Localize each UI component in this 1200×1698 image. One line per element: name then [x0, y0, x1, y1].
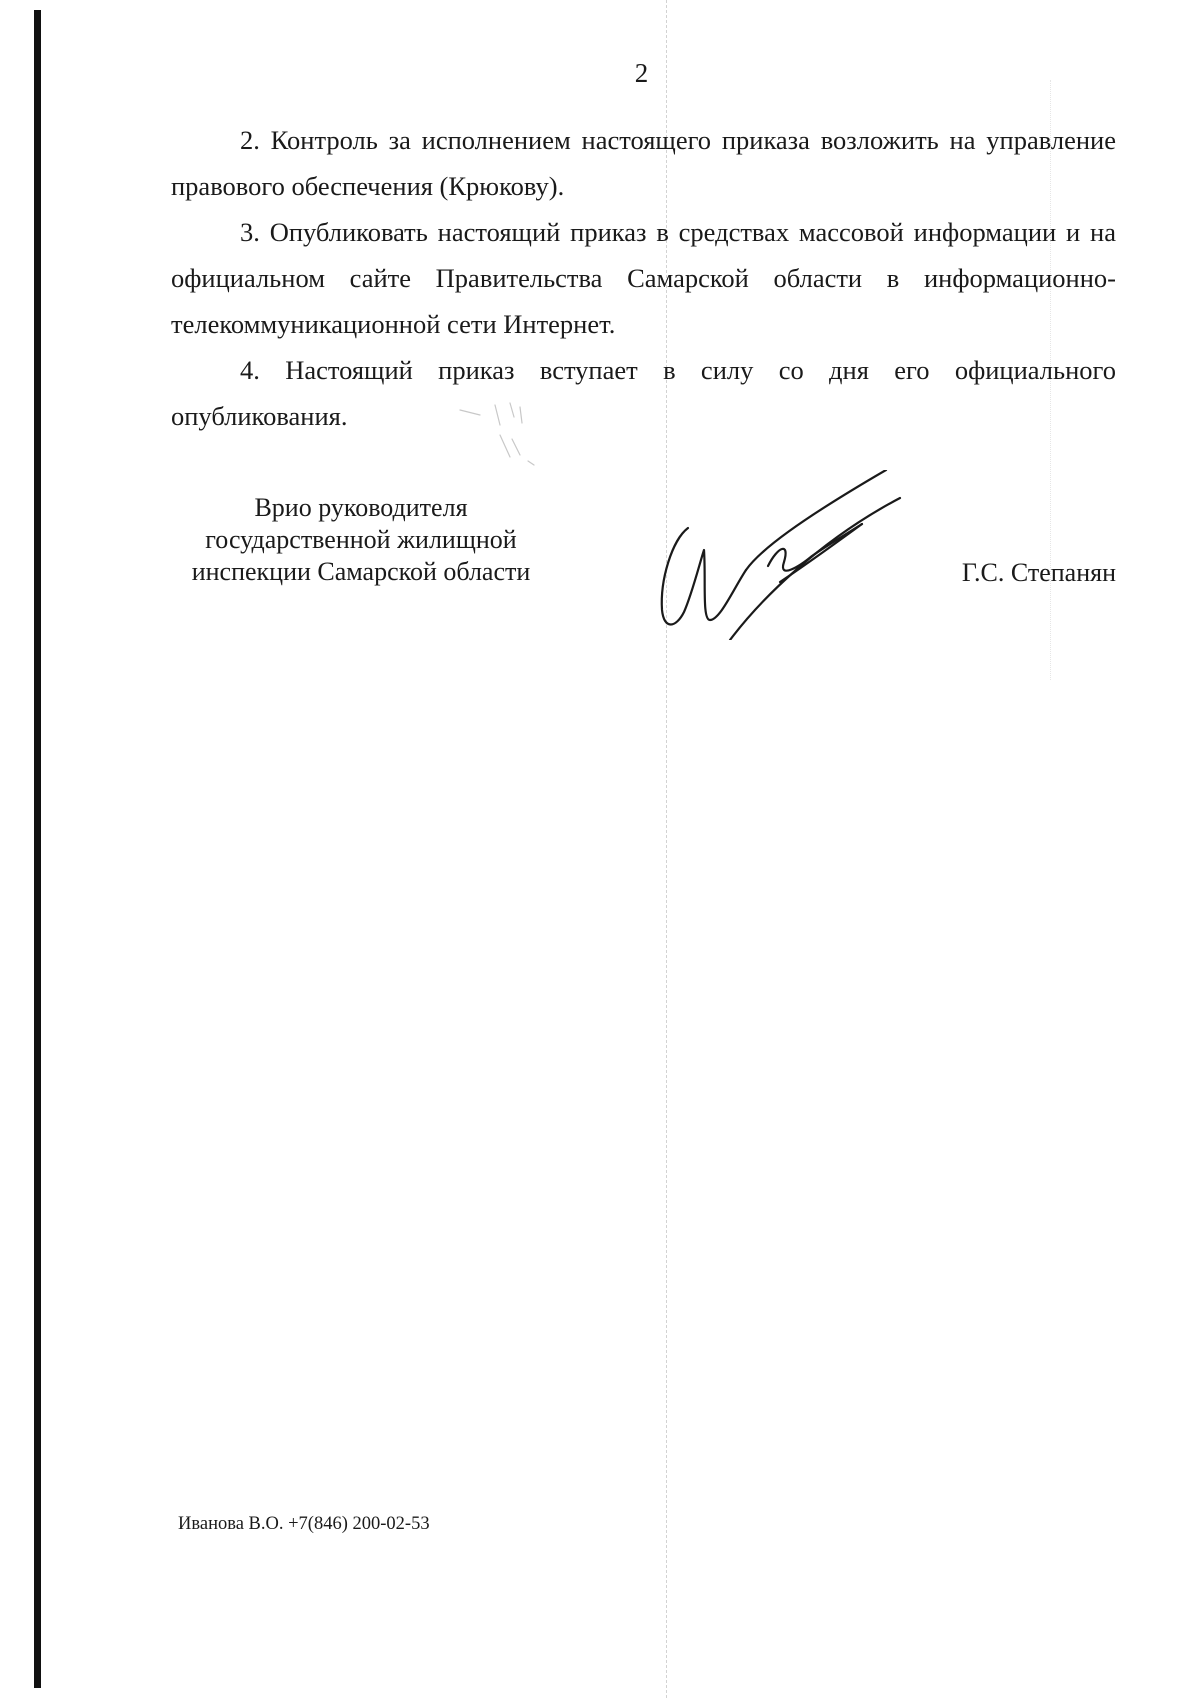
paragraph-control: 2. Контроль за исполнением настоящего приказа возложить на управление правового обеспечения (Крюкову).: [171, 125, 1116, 201]
signatory-position: [171, 492, 551, 588]
paragraph-publication: 3. Опубликовать настоящий приказ в средствах массовой информации и на официальном сайте Правительства Самарской области в информационно-телекоммуникационной сети Интернет.: [171, 217, 1116, 339]
position-line: Врио руководителя: [254, 493, 468, 522]
executor-contact: Иванова В.О. +7(846) 200-02-53: [178, 1514, 430, 1534]
scan-edge-bar: [34, 10, 41, 1688]
paragraph-effective-date: 4. Настоящий приказ вступает в силу со дня его официального опубликования.: [171, 355, 1116, 431]
position-line: инспекции Самарской области: [191, 557, 531, 586]
document-body: [171, 117, 1116, 439]
position-line: государственной жилищной: [205, 525, 517, 554]
faint-stamp-trace: [450, 395, 570, 475]
page-number: 2: [634, 58, 649, 88]
signatory-name: Г.С. Степанян: [961, 558, 1116, 587]
handwritten-signature: [650, 470, 940, 640]
